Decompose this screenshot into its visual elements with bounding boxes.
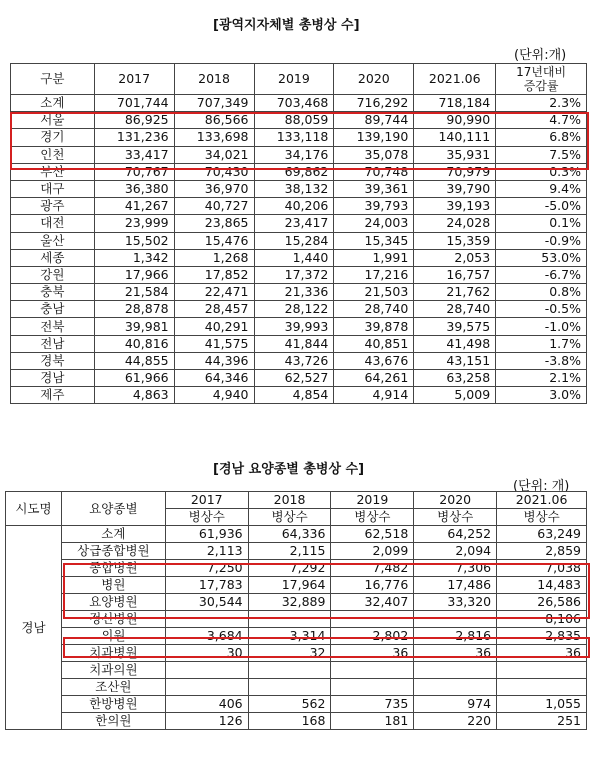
value-cell bbox=[497, 679, 587, 696]
type-cell: 병원 bbox=[61, 577, 165, 594]
value-cell: 701,744 bbox=[94, 95, 174, 112]
header-type: 요양종별 bbox=[61, 492, 165, 526]
table-row bbox=[11, 266, 587, 283]
value-cell: 1,268 bbox=[174, 249, 254, 266]
value-cell: 562 bbox=[248, 696, 331, 713]
value-cell: 70,430 bbox=[174, 163, 254, 180]
value-cell: 32 bbox=[248, 645, 331, 662]
value-cell: -5.0% bbox=[496, 198, 587, 215]
value-cell: 15,284 bbox=[254, 232, 334, 249]
value-cell: -3.8% bbox=[496, 352, 587, 369]
value-cell: 181 bbox=[331, 713, 414, 730]
value-cell: 23,417 bbox=[254, 215, 334, 232]
value-cell: 2,113 bbox=[165, 543, 248, 560]
table2-unit: (단위: 개) bbox=[513, 479, 570, 494]
value-cell: 70,979 bbox=[414, 163, 496, 180]
value-cell: 131,236 bbox=[94, 129, 174, 146]
table-row bbox=[11, 232, 587, 249]
value-cell: 35,078 bbox=[334, 146, 414, 163]
region-cell: 경북 bbox=[11, 352, 95, 369]
value-cell: 21,503 bbox=[334, 284, 414, 301]
value-cell: 4.7% bbox=[496, 112, 587, 129]
value-cell: 17,783 bbox=[165, 577, 248, 594]
type-cell: 요양병원 bbox=[61, 594, 165, 611]
value-cell: 7,038 bbox=[497, 560, 587, 577]
value-cell: 2,053 bbox=[414, 249, 496, 266]
type-cell: 소계 bbox=[61, 526, 165, 543]
table-row bbox=[6, 594, 587, 611]
value-cell bbox=[165, 611, 248, 628]
table-row bbox=[11, 335, 587, 352]
table-row bbox=[6, 543, 587, 560]
value-cell: 17,372 bbox=[254, 266, 334, 283]
table-row bbox=[6, 577, 587, 594]
region-cell: 경남 bbox=[6, 526, 62, 730]
value-cell: 718,184 bbox=[414, 95, 496, 112]
value-cell: 220 bbox=[414, 713, 497, 730]
value-cell: 28,740 bbox=[414, 301, 496, 318]
value-cell: 88,059 bbox=[254, 112, 334, 129]
value-cell bbox=[248, 611, 331, 628]
table-row bbox=[6, 713, 587, 730]
value-cell: 8,106 bbox=[497, 611, 587, 628]
region-cell: 울산 bbox=[11, 232, 95, 249]
value-cell: 2,099 bbox=[331, 543, 414, 560]
table-row bbox=[11, 215, 587, 232]
value-cell: 4,863 bbox=[94, 387, 174, 404]
table-row bbox=[11, 180, 587, 197]
header-sub-label: 병상수 bbox=[248, 509, 331, 526]
value-cell: 43,726 bbox=[254, 352, 334, 369]
value-cell: 90,990 bbox=[414, 112, 496, 129]
table-row bbox=[6, 645, 587, 662]
value-cell: 28,740 bbox=[334, 301, 414, 318]
value-cell: 64,346 bbox=[174, 370, 254, 387]
value-cell: 168 bbox=[248, 713, 331, 730]
value-cell: 34,176 bbox=[254, 146, 334, 163]
value-cell: 1,991 bbox=[334, 249, 414, 266]
table-row bbox=[11, 163, 587, 180]
type-cell: 상급종합병원 bbox=[61, 543, 165, 560]
value-cell: 17,852 bbox=[174, 266, 254, 283]
value-cell: -6.7% bbox=[496, 266, 587, 283]
table2-header-row bbox=[6, 492, 587, 509]
value-cell: 39,878 bbox=[334, 318, 414, 335]
value-cell: 39,361 bbox=[334, 180, 414, 197]
value-cell: 41,267 bbox=[94, 198, 174, 215]
value-cell: 32,407 bbox=[331, 594, 414, 611]
header-year: 2019 bbox=[331, 492, 414, 509]
value-cell: 1.7% bbox=[496, 335, 587, 352]
value-cell: 7,292 bbox=[248, 560, 331, 577]
value-cell: 61,936 bbox=[165, 526, 248, 543]
value-cell: 0.3% bbox=[496, 163, 587, 180]
header-year: 2017 bbox=[165, 492, 248, 509]
value-cell bbox=[331, 679, 414, 696]
value-cell: 2,835 bbox=[497, 628, 587, 645]
type-cell: 치과병원 bbox=[61, 645, 165, 662]
table1-header-cell: 2017 bbox=[94, 64, 174, 95]
region-cell: 세종 bbox=[11, 249, 95, 266]
type-cell: 조산원 bbox=[61, 679, 165, 696]
value-cell: 39,981 bbox=[94, 318, 174, 335]
value-cell bbox=[165, 662, 248, 679]
value-cell: 406 bbox=[165, 696, 248, 713]
value-cell: 17,964 bbox=[248, 577, 331, 594]
header-region: 시도명 bbox=[6, 492, 62, 526]
table-row bbox=[11, 352, 587, 369]
value-cell: 41,575 bbox=[174, 335, 254, 352]
value-cell: 126 bbox=[165, 713, 248, 730]
region-cell: 전남 bbox=[11, 335, 95, 352]
header-sub-label: 병상수 bbox=[414, 509, 497, 526]
type-cell: 한의원 bbox=[61, 713, 165, 730]
value-cell: 35,931 bbox=[414, 146, 496, 163]
region-cell: 서울 bbox=[11, 112, 95, 129]
value-cell: 2,859 bbox=[497, 543, 587, 560]
value-cell: 16,776 bbox=[331, 577, 414, 594]
value-cell: 36,970 bbox=[174, 180, 254, 197]
gyeongnam-beds-table bbox=[5, 491, 587, 730]
table-row bbox=[11, 198, 587, 215]
type-cell: 의원 bbox=[61, 628, 165, 645]
table-row bbox=[6, 560, 587, 577]
value-cell: 33,417 bbox=[94, 146, 174, 163]
region-cell: 경남 bbox=[11, 370, 95, 387]
region-cell: 충북 bbox=[11, 284, 95, 301]
value-cell bbox=[331, 611, 414, 628]
value-cell: 4,854 bbox=[254, 387, 334, 404]
header-year: 2021.06 bbox=[497, 492, 587, 509]
value-cell: 44,855 bbox=[94, 352, 174, 369]
value-cell: 9.4% bbox=[496, 180, 587, 197]
value-cell: 4,914 bbox=[334, 387, 414, 404]
value-cell: 7,250 bbox=[165, 560, 248, 577]
value-cell: 2,802 bbox=[331, 628, 414, 645]
value-cell: 44,396 bbox=[174, 352, 254, 369]
table-row bbox=[6, 526, 587, 543]
value-cell: 28,878 bbox=[94, 301, 174, 318]
value-cell: 62,518 bbox=[331, 526, 414, 543]
value-cell: 62,527 bbox=[254, 370, 334, 387]
header-year: 2020 bbox=[414, 492, 497, 509]
value-cell: 22,471 bbox=[174, 284, 254, 301]
value-cell: 17,966 bbox=[94, 266, 174, 283]
value-cell: 5,009 bbox=[414, 387, 496, 404]
value-cell: 33,320 bbox=[414, 594, 497, 611]
region-cell: 광주 bbox=[11, 198, 95, 215]
value-cell: 41,844 bbox=[254, 335, 334, 352]
value-cell: 43,151 bbox=[414, 352, 496, 369]
type-cell: 종합병원 bbox=[61, 560, 165, 577]
table-row bbox=[11, 112, 587, 129]
value-cell: 86,566 bbox=[174, 112, 254, 129]
value-cell bbox=[414, 679, 497, 696]
table1-title: [광역지자체별 총병상 수] bbox=[213, 18, 360, 33]
type-cell: 치과의원 bbox=[61, 662, 165, 679]
value-cell bbox=[165, 679, 248, 696]
table-row bbox=[6, 611, 587, 628]
value-cell: 15,359 bbox=[414, 232, 496, 249]
value-cell: 251 bbox=[497, 713, 587, 730]
value-cell: 28,122 bbox=[254, 301, 334, 318]
value-cell: 0.1% bbox=[496, 215, 587, 232]
value-cell: 34,021 bbox=[174, 146, 254, 163]
region-cell: 소계 bbox=[11, 95, 95, 112]
value-cell: 703,468 bbox=[254, 95, 334, 112]
value-cell: 15,502 bbox=[94, 232, 174, 249]
value-cell: 15,476 bbox=[174, 232, 254, 249]
header-year: 2018 bbox=[248, 492, 331, 509]
value-cell: 7.5% bbox=[496, 146, 587, 163]
table1-header-row bbox=[11, 64, 587, 95]
value-cell: 89,744 bbox=[334, 112, 414, 129]
value-cell: 735 bbox=[331, 696, 414, 713]
value-cell: 3,314 bbox=[248, 628, 331, 645]
table-row bbox=[6, 679, 587, 696]
value-cell: 24,003 bbox=[334, 215, 414, 232]
value-cell bbox=[414, 611, 497, 628]
value-cell: 23,865 bbox=[174, 215, 254, 232]
region-cell: 전북 bbox=[11, 318, 95, 335]
value-cell: 36,380 bbox=[94, 180, 174, 197]
value-cell: 1,055 bbox=[497, 696, 587, 713]
value-cell: 30,544 bbox=[165, 594, 248, 611]
value-cell: 36 bbox=[414, 645, 497, 662]
value-cell: 32,889 bbox=[248, 594, 331, 611]
value-cell: 70,767 bbox=[94, 163, 174, 180]
value-cell: 140,111 bbox=[414, 129, 496, 146]
value-cell: 36 bbox=[331, 645, 414, 662]
value-cell: 61,966 bbox=[94, 370, 174, 387]
table2-title: [경남 요양종별 총병상 수] bbox=[213, 462, 365, 477]
value-cell: -0.9% bbox=[496, 232, 587, 249]
region-cell: 경기 bbox=[11, 129, 95, 146]
value-cell: 41,498 bbox=[414, 335, 496, 352]
table-row bbox=[11, 95, 587, 112]
table-row bbox=[11, 129, 587, 146]
value-cell: 23,999 bbox=[94, 215, 174, 232]
value-cell: 6.8% bbox=[496, 129, 587, 146]
value-cell: 26,586 bbox=[497, 594, 587, 611]
value-cell: 36 bbox=[497, 645, 587, 662]
value-cell: 24,028 bbox=[414, 215, 496, 232]
table-row bbox=[11, 318, 587, 335]
value-cell: 40,851 bbox=[334, 335, 414, 352]
value-cell: 1,440 bbox=[254, 249, 334, 266]
table-row bbox=[11, 249, 587, 266]
table-row bbox=[11, 284, 587, 301]
value-cell: 2,816 bbox=[414, 628, 497, 645]
table1-unit: (단위:개) bbox=[514, 48, 567, 63]
table1-header-cell: 2020 bbox=[334, 64, 414, 95]
value-cell: 40,727 bbox=[174, 198, 254, 215]
table-row bbox=[11, 370, 587, 387]
table-row bbox=[6, 662, 587, 679]
value-cell: 133,698 bbox=[174, 129, 254, 146]
table1-header-cell: 구분 bbox=[11, 64, 95, 95]
value-cell: 2,115 bbox=[248, 543, 331, 560]
table-row bbox=[11, 146, 587, 163]
value-cell: 21,336 bbox=[254, 284, 334, 301]
value-cell: 38,132 bbox=[254, 180, 334, 197]
table1-header-cell: 2018 bbox=[174, 64, 254, 95]
header-sub-label: 병상수 bbox=[165, 509, 248, 526]
value-cell: 707,349 bbox=[174, 95, 254, 112]
value-cell: 0.8% bbox=[496, 284, 587, 301]
value-cell: 64,252 bbox=[414, 526, 497, 543]
value-cell: 133,118 bbox=[254, 129, 334, 146]
value-cell: 7,482 bbox=[331, 560, 414, 577]
value-cell: 17,216 bbox=[334, 266, 414, 283]
region-cell: 인천 bbox=[11, 146, 95, 163]
value-cell: 39,793 bbox=[334, 198, 414, 215]
value-cell: 40,291 bbox=[174, 318, 254, 335]
value-cell: 2.1% bbox=[496, 370, 587, 387]
value-cell: 69,862 bbox=[254, 163, 334, 180]
value-cell: 39,575 bbox=[414, 318, 496, 335]
value-cell: 15,345 bbox=[334, 232, 414, 249]
value-cell: 86,925 bbox=[94, 112, 174, 129]
value-cell: 53.0% bbox=[496, 249, 587, 266]
table-row bbox=[11, 301, 587, 318]
region-cell: 대구 bbox=[11, 180, 95, 197]
type-cell: 한방병원 bbox=[61, 696, 165, 713]
value-cell bbox=[331, 662, 414, 679]
value-cell: 21,584 bbox=[94, 284, 174, 301]
value-cell bbox=[414, 662, 497, 679]
value-cell: 28,457 bbox=[174, 301, 254, 318]
value-cell: 716,292 bbox=[334, 95, 414, 112]
value-cell bbox=[248, 679, 331, 696]
region-cell: 대전 bbox=[11, 215, 95, 232]
value-cell: 21,762 bbox=[414, 284, 496, 301]
value-cell bbox=[497, 662, 587, 679]
value-cell: 3.0% bbox=[496, 387, 587, 404]
value-cell: 40,206 bbox=[254, 198, 334, 215]
value-cell: 64,336 bbox=[248, 526, 331, 543]
value-cell: 39,193 bbox=[414, 198, 496, 215]
value-cell: 70,748 bbox=[334, 163, 414, 180]
table1-header-cell: 2021.06 bbox=[414, 64, 496, 95]
value-cell: 43,676 bbox=[334, 352, 414, 369]
value-cell: 3,684 bbox=[165, 628, 248, 645]
header-sub-label: 병상수 bbox=[331, 509, 414, 526]
value-cell: 139,190 bbox=[334, 129, 414, 146]
value-cell: 4,940 bbox=[174, 387, 254, 404]
table1-header-cell: 2019 bbox=[254, 64, 334, 95]
value-cell: 17,486 bbox=[414, 577, 497, 594]
region-cell: 제주 bbox=[11, 387, 95, 404]
table-row bbox=[6, 696, 587, 713]
region-cell: 강원 bbox=[11, 266, 95, 283]
value-cell: -1.0% bbox=[496, 318, 587, 335]
value-cell: 2.3% bbox=[496, 95, 587, 112]
value-cell: 64,261 bbox=[334, 370, 414, 387]
value-cell: 63,249 bbox=[497, 526, 587, 543]
value-cell: 974 bbox=[414, 696, 497, 713]
regional-beds-table bbox=[10, 63, 587, 404]
value-cell: 63,258 bbox=[414, 370, 496, 387]
value-cell bbox=[248, 662, 331, 679]
value-cell: -0.5% bbox=[496, 301, 587, 318]
value-cell: 14,483 bbox=[497, 577, 587, 594]
region-cell: 충남 bbox=[11, 301, 95, 318]
value-cell: 7,306 bbox=[414, 560, 497, 577]
value-cell: 39,993 bbox=[254, 318, 334, 335]
value-cell: 1,342 bbox=[94, 249, 174, 266]
region-cell: 부산 bbox=[11, 163, 95, 180]
table1-header-cell: 17년대비 증감률 bbox=[496, 64, 587, 95]
value-cell: 40,816 bbox=[94, 335, 174, 352]
value-cell: 2,094 bbox=[414, 543, 497, 560]
table-row bbox=[11, 387, 587, 404]
table-row bbox=[6, 628, 587, 645]
header-sub-label: 병상수 bbox=[497, 509, 587, 526]
value-cell: 30 bbox=[165, 645, 248, 662]
type-cell: 정신병원 bbox=[61, 611, 165, 628]
value-cell: 16,757 bbox=[414, 266, 496, 283]
value-cell: 39,790 bbox=[414, 180, 496, 197]
